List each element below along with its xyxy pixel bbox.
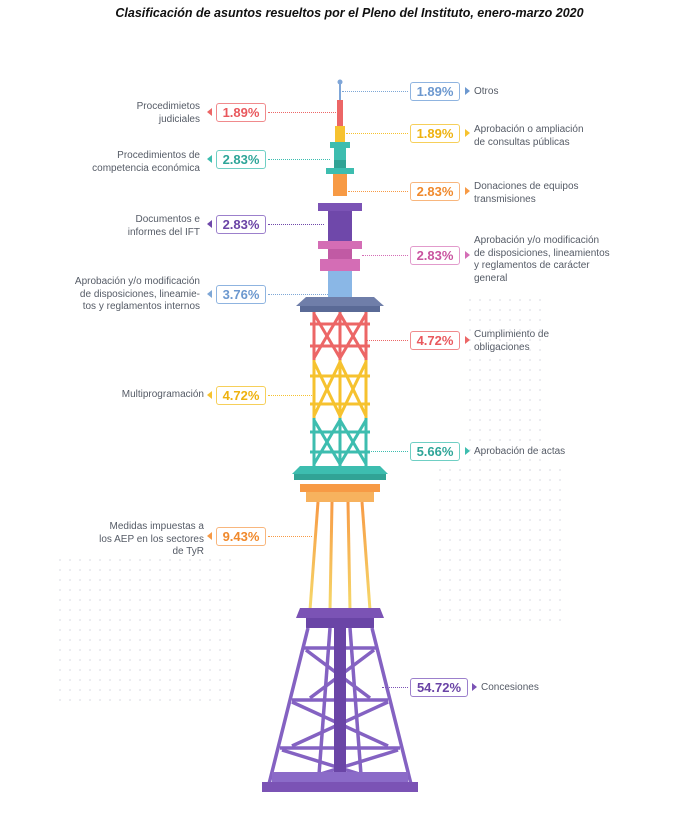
- arrow-icon-donaciones: [465, 187, 470, 195]
- tower-lattice-yellow: [310, 360, 370, 418]
- value-box-otros: 1.89%: [410, 82, 460, 101]
- arrow-icon-multiprogramacion: [207, 391, 212, 399]
- label-concesiones: Concesiones: [481, 682, 539, 693]
- tower-platform-middle-orange-2: [306, 492, 374, 502]
- arrow-icon-actas: [465, 447, 470, 455]
- arrow-icon-consultas: [465, 129, 470, 137]
- value-box-procedimientos-judiciales: 1.89%: [216, 103, 266, 122]
- tower-segment-teal-3: [326, 168, 354, 174]
- tower-antenna-tip: [338, 80, 343, 85]
- tower-segment-teal-1: [330, 142, 350, 148]
- tower-lattice-teal: [310, 418, 370, 466]
- leader-line-consultas: [346, 133, 408, 134]
- value-box-consultas: 1.89%: [410, 124, 460, 143]
- arrow-icon-documentos-informes: [207, 220, 212, 228]
- label-consultas: Aprobación o ampliación de consultas públicas: [474, 124, 584, 148]
- arrow-icon-medidas-aep: [207, 532, 212, 540]
- value-box-medidas-aep: 9.43%: [216, 527, 266, 546]
- tower-segment-pink-1: [318, 241, 362, 249]
- arrow-icon-procedimientos-judiciales: [207, 108, 212, 116]
- tower-segment-yellow: [335, 126, 345, 142]
- tower-segment-orange: [333, 174, 347, 196]
- tower-segment-purple-1: [318, 203, 362, 211]
- tower-lattice-orange: [310, 502, 370, 610]
- tower-segment-blue: [328, 271, 352, 297]
- label-documentos-informes: Documentos e informes del IFT: [127, 214, 200, 238]
- leader-line-competencia-economica: [268, 159, 330, 160]
- tower-base: [262, 782, 418, 792]
- label-actas: Aprobación de actas: [474, 446, 566, 457]
- tower-platform-middle-teal-base: [294, 474, 386, 480]
- label-cumplimiento: Cumplimiento de obligaciones: [474, 329, 550, 353]
- tower-segment-teal-4: [334, 160, 346, 168]
- tower-platform-upper-base: [300, 306, 380, 312]
- label-disposiciones-general: Aprobación y/o modificación de disposiciones, lineamientos y reglamentos de carácter general: [474, 235, 610, 284]
- value-box-concesiones: 54.72%: [410, 678, 468, 697]
- value-box-actas: 5.66%: [410, 442, 460, 461]
- leader-line-cumplimiento: [366, 340, 408, 341]
- label-competencia-economica: Procedimientos de competencia económica: [92, 150, 200, 174]
- arrow-icon-cumplimiento: [465, 336, 470, 344]
- value-box-cumplimiento: 4.72%: [410, 331, 460, 350]
- chart-title: Clasificación de asuntos resueltos por el Pleno del Instituto, enero-marzo 2020: [115, 6, 584, 20]
- tower-platform-middle-teal: [292, 466, 388, 474]
- value-box-multiprogramacion: 4.72%: [216, 386, 266, 405]
- tower-lattice-red: [310, 312, 370, 360]
- value-box-donaciones: 2.83%: [410, 182, 460, 201]
- value-box-reglamentos-internos: 3.76%: [216, 285, 266, 304]
- tower-segment-pink-3: [320, 259, 360, 271]
- value-box-documentos-informes: 2.83%: [216, 215, 266, 234]
- label-donaciones: Donaciones de equipos transmisiones: [474, 181, 579, 205]
- tower-segment-teal-2: [334, 148, 346, 160]
- arrow-icon-competencia-economica: [207, 155, 212, 163]
- arrow-icon-disposiciones-general: [465, 251, 470, 259]
- leader-line-procedimientos-judiciales: [268, 112, 336, 113]
- leader-line-otros: [342, 91, 408, 92]
- label-otros: Otros: [474, 86, 499, 97]
- value-box-disposiciones-general: 2.83%: [410, 246, 460, 265]
- label-reglamentos-internos: Aprobación y/o modificación de disposiciones, lineamie- tos y reglamentos internos: [74, 276, 200, 312]
- leader-line-donaciones: [348, 191, 408, 192]
- label-medidas-aep: Medidas impuestas a los AEP en los sectores de TyR: [99, 521, 204, 557]
- leader-line-medidas-aep: [268, 536, 312, 537]
- arrow-icon-otros: [465, 87, 470, 95]
- value-box-competencia-economica: 2.83%: [216, 150, 266, 169]
- leader-line-disposiciones-general: [362, 255, 408, 256]
- arrow-icon-concesiones: [472, 683, 477, 691]
- tower-platform-upper: [296, 297, 384, 306]
- leader-line-reglamentos-internos: [268, 294, 328, 295]
- tower-base-top: [272, 772, 408, 782]
- leader-line-multiprogramacion: [268, 395, 312, 396]
- label-procedimientos-judiciales: Procedimietos judiciales: [136, 101, 200, 125]
- tower-segment-purple-2: [328, 211, 352, 241]
- tower-core: [334, 628, 346, 782]
- arrow-icon-reglamentos-internos: [207, 290, 212, 298]
- tower-platform-lower: [296, 608, 384, 618]
- leader-line-actas: [366, 451, 408, 452]
- label-multiprogramacion: Multiprogramación: [121, 389, 204, 400]
- leader-line-concesiones: [382, 687, 408, 688]
- tower-segment-red: [337, 100, 343, 126]
- tower-segment-pink-2: [328, 249, 352, 259]
- tower-platform-lower-base: [306, 618, 374, 628]
- leader-line-documentos-informes: [268, 224, 324, 225]
- tower-platform-middle-orange: [300, 484, 380, 492]
